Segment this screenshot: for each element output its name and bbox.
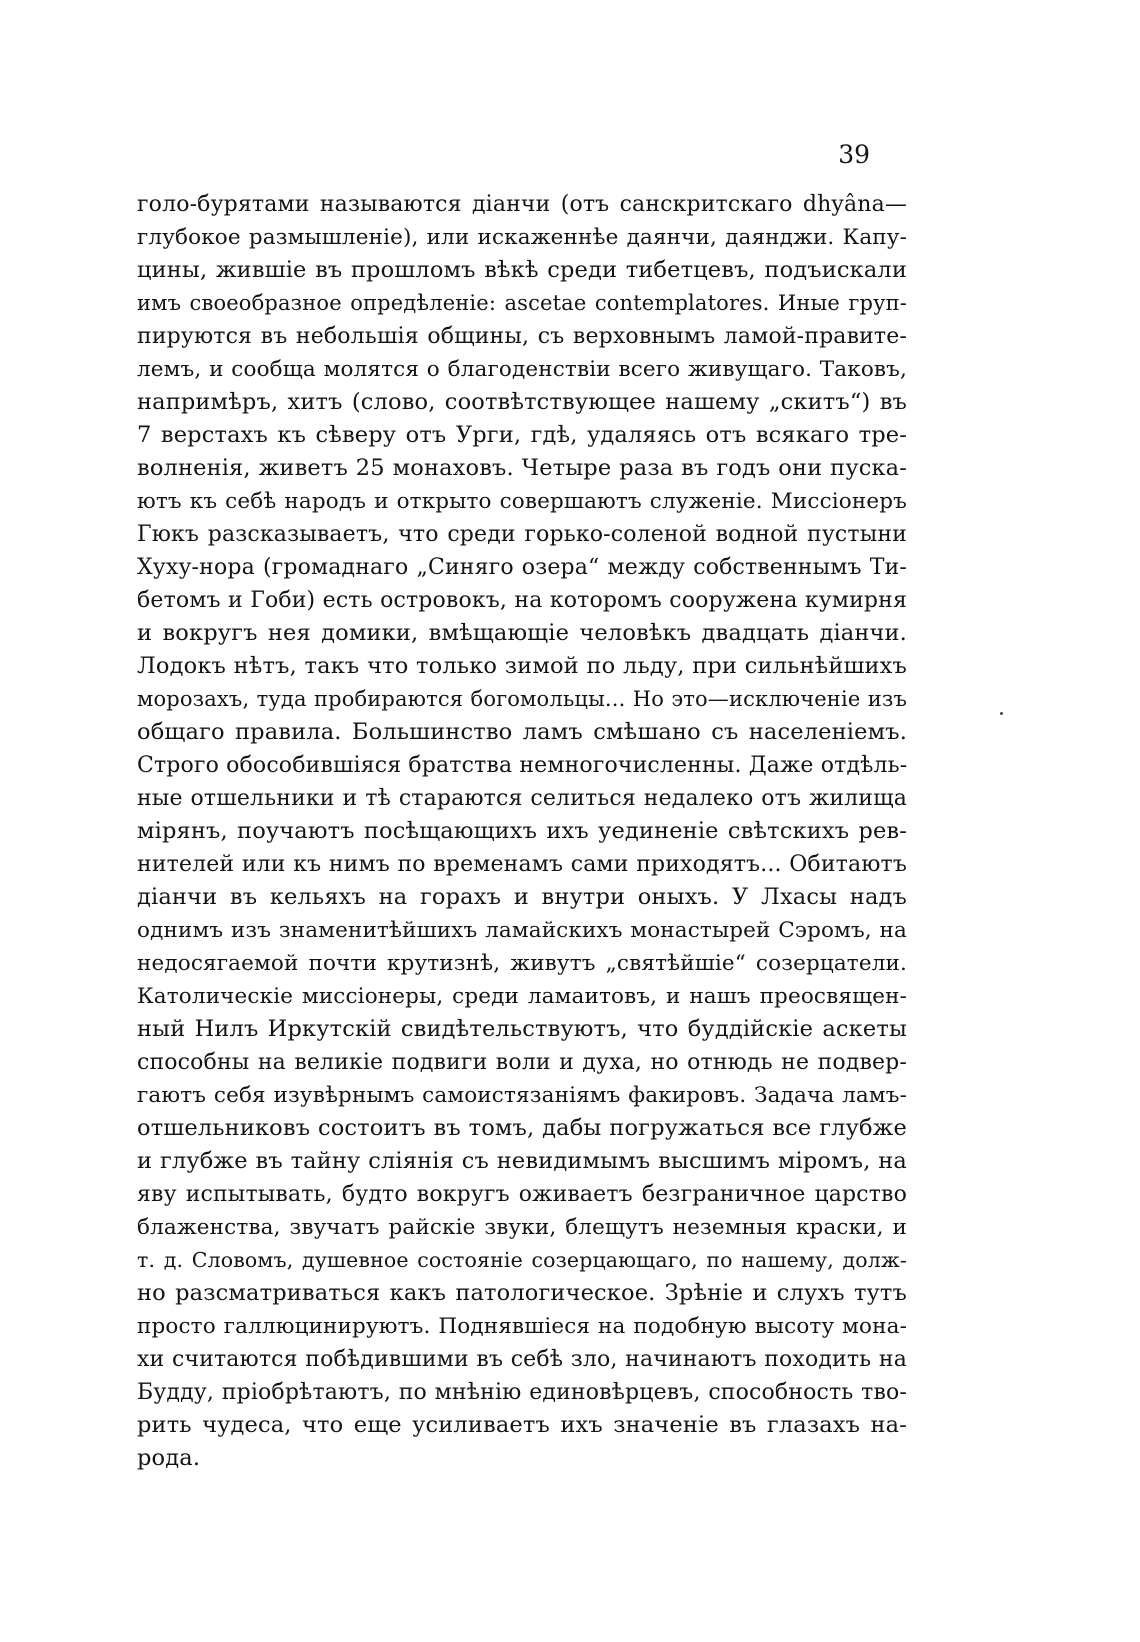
text-line: недосягаемой почти крутизнѣ, живутъ „святѣйшіе“ созерцатели.	[137, 951, 907, 976]
text-line: лемъ, и сообща молятся о благоденствіи всего живущаго. Таковъ,	[137, 357, 907, 382]
text-line: ный Нилъ Иркутскій свидѣтельствуютъ, что буддійскіе аскеты	[137, 1016, 907, 1042]
text-line: и глубже въ тайну сліянія съ невидимымъ высшимъ міромъ, на	[137, 1148, 907, 1174]
text-line: но разсматриваться какъ патологическое. Зрѣніе и слухъ тутъ	[137, 1280, 907, 1306]
text-line: общаго правила. Большинство ламъ смѣшано съ населеніемъ.	[137, 719, 907, 745]
text-line: просто галлюцинируютъ. Поднявшіеся на подобную высоту мона-	[137, 1314, 907, 1339]
text-line: Гюкъ разсказываетъ, что среди горько-соленой водной пустыни	[137, 522, 907, 547]
text-line: и вокругъ нея домики, вмѣщающіе человѣкъ двадцать діанчи.	[137, 620, 907, 646]
page-number: 39	[838, 140, 870, 169]
text-line: голо-бурятами называются діанчи (отъ санскритскаго dhyâna—	[137, 192, 907, 217]
text-line: пируются въ небольшія общины, съ верховнымъ ламой-правите-	[137, 324, 907, 349]
text-line: рода.	[137, 1445, 201, 1471]
text-line: діанчи въ кельяхъ на горахъ и внутри оныхъ. У Лхасы надъ	[137, 884, 907, 910]
text-line: рить чудеса, что еще усиливаетъ ихъ значеніе въ глазахъ на-	[137, 1412, 907, 1438]
text-line: ютъ къ себѣ народъ и открыто совершаютъ служеніе. Миссіонеръ	[137, 489, 907, 514]
text-line: отшельниковъ состоитъ въ томъ, дабы погружаться все глубже	[137, 1115, 907, 1141]
text-line: Католическіе миссіонеры, среди ламаитовъ, и нашъ преосвящен-	[137, 984, 907, 1009]
text-line: бетомъ и Гоби) есть островокъ, на которомъ сооружена кумирня	[137, 588, 907, 613]
text-line: ные отшельники и тѣ стараются селиться недалеко отъ жилища	[137, 786, 907, 811]
text-line: способны на великіе подвиги воли и духа, но отнюдь не подвер-	[137, 1050, 907, 1075]
text-line: цины, жившіе въ прошломъ вѣкѣ среди тибетцевъ, подъискали	[137, 257, 907, 283]
text-line: Лодокъ нѣтъ, такъ что только зимой по льду, при сильнѣйшихъ	[137, 653, 907, 679]
text-line: однимъ изъ знаменитѣйшихъ ламайскихъ монастырей Сэромъ, на	[137, 918, 907, 943]
body-text	[137, 188, 907, 1475]
text-line: гаютъ себя изувѣрнымъ самоистязаніямъ факировъ. Задача ламъ-	[137, 1083, 907, 1108]
text-line: 7 верстахъ къ сѣверу отъ Урги, гдѣ, удаляясь отъ всякаго тре-	[137, 422, 907, 448]
text-line: мірянъ, поучаютъ посѣщающихъ ихъ уединеніе свѣтскихъ рев-	[137, 818, 907, 844]
text-line: Строго обособившіяся братства немногочисленны. Даже отдѣль-	[137, 753, 908, 778]
text-line: яву испытывать, будто вокругъ оживаетъ безграничное царство	[137, 1182, 907, 1207]
text-line: нителей или къ нимъ по временамъ сами приходятъ... Обитаютъ	[137, 852, 907, 877]
text-line: блаженства, звучатъ райскіе звуки, блещутъ неземныя краски, и	[137, 1215, 907, 1240]
text-line: Будду, пріобрѣтаютъ, по мнѣнію единовѣрцевъ, способность тво-	[137, 1380, 907, 1405]
text-line: имъ своеобразное опредѣленіе: ascetae contemplatores. Иные груп-	[137, 291, 907, 315]
text-line: хи считаются побѣдившими въ себѣ зло, начинаютъ походить на	[137, 1347, 907, 1372]
text-line: Хуху-нора (громаднаго „Синяго озера“ между собственнымъ Ти-	[137, 555, 907, 580]
text-line: волненія, живетъ 25 монаховъ. Четыре раза въ годъ они пуска-	[137, 455, 907, 481]
scan-speck	[1000, 712, 1003, 715]
text-line: глубокое размышленіе), или искаженнѣе даянчи, даянджи. Капу-	[137, 225, 907, 250]
text-line: т. д. Словомъ, душевное состояніе созерцающаго, по нашему, долж-	[137, 1248, 907, 1272]
text-line: напримѣръ, хитъ (слово, соотвѣтствующее нашему „скитъ“) въ	[137, 389, 907, 415]
text-line: морозахъ, туда пробираются богомольцы... Но это—исключеніе изъ	[137, 687, 907, 711]
